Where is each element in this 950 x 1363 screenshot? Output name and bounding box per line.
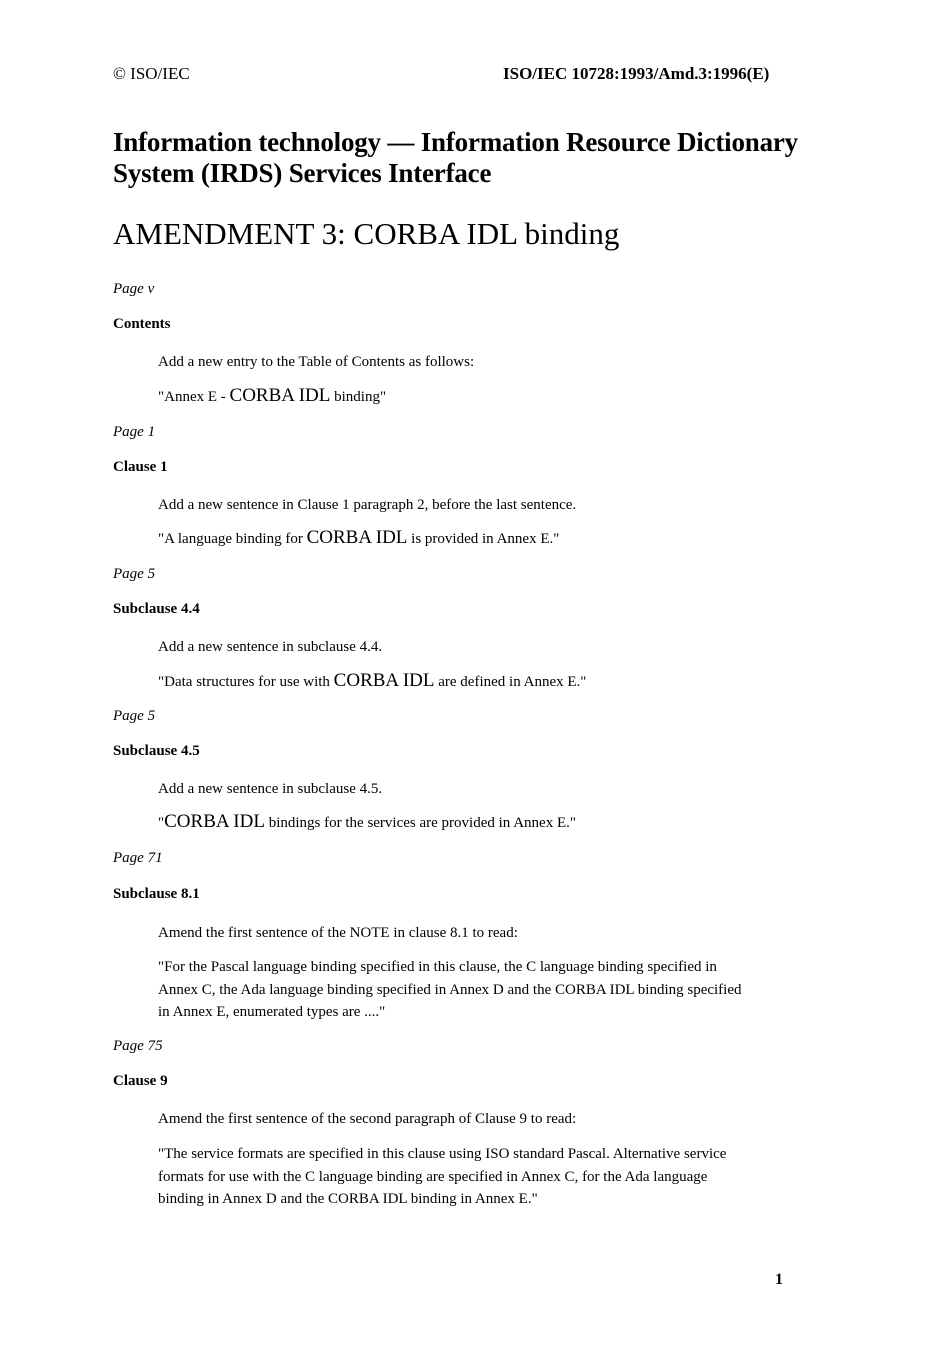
quote-emphasis: CORBA IDL (229, 385, 331, 406)
quote-line: "The service formats are specified in this clause using ISO standard Pascal. Alternative service (158, 1146, 727, 1162)
quoted-paragraph (158, 1143, 726, 1211)
amendment-title: AMENDMENT 3: CORBA IDL binding (113, 216, 620, 251)
document-title (113, 127, 833, 189)
section-heading: Subclause 4.5 (113, 743, 200, 759)
quote-part: " (158, 815, 165, 831)
quote-part: bindings for the services are provided in Annex E." (264, 815, 576, 831)
quote-line: in Annex E, enumerated types are ...." (158, 1004, 386, 1020)
page-reference: Page 71 (113, 850, 163, 866)
instruction-text: Add a new sentence in subclause 4.4. (158, 639, 383, 655)
quote-part: is provided in Annex E." (407, 531, 560, 547)
quote-line: formats for use with the C language binding are specified in Annex C, for the Ada language (158, 1168, 708, 1185)
page-reference: Page v (113, 281, 155, 297)
quote-emphasis: CORBA IDL (333, 670, 435, 691)
quote-emphasis: CORBA IDL (306, 527, 408, 548)
quote-emphasis: CORBA IDL (164, 811, 265, 832)
section-heading: Subclause 4.4 (113, 601, 200, 617)
instruction-text: Amend the first sentence of the NOTE in clause 8.1 to read: (158, 925, 518, 941)
quoted-text (158, 670, 586, 694)
section-heading: Clause 1 (113, 459, 168, 475)
quoted-text (158, 527, 559, 551)
quote-line: "For the Pascal language binding specified in this clause, the C language binding specified in (158, 959, 717, 975)
section-heading: Clause 9 (113, 1073, 168, 1089)
quoted-text (158, 811, 576, 835)
page-reference: Page 75 (113, 1038, 163, 1054)
quoted-paragraph (158, 956, 742, 1024)
header-copyright: © ISO/IEC (113, 64, 190, 83)
quote-part: binding" (330, 389, 387, 405)
quote-part: "Annex E - (158, 389, 230, 405)
quote-part: "Data structures for use with (158, 674, 334, 690)
section-heading: Subclause 8.1 (113, 886, 200, 902)
page-reference: Page 5 (113, 708, 156, 724)
document-title-line-2: System (IRDS) Services Interface (113, 158, 492, 188)
quote-part: are defined in Annex E." (434, 674, 587, 690)
section-heading: Contents (113, 316, 171, 332)
quote-line: binding in Annex D and the CORBA IDL binding in Annex E." (158, 1191, 538, 1207)
quoted-text (158, 385, 386, 409)
instruction-text: Amend the first sentence of the second paragraph of Clause 9 to read: (158, 1111, 577, 1127)
quote-line: Annex C, the Ada language binding specified in Annex D and the CORBA IDL binding specified (158, 981, 742, 998)
document-title-line-1: Information technology — Information Resource Dictionary (113, 127, 798, 157)
instruction-text: Add a new sentence in subclause 4.5. (158, 781, 383, 797)
page-number: 1 (775, 1271, 783, 1288)
page-reference: Page 1 (113, 424, 156, 440)
instruction-text: Add a new sentence in Clause 1 paragraph 2, before the last sentence. (158, 497, 577, 513)
instruction-text: Add a new entry to the Table of Contents as follows: (158, 354, 475, 370)
quote-part: "A language binding for (158, 531, 307, 547)
page-reference: Page 5 (113, 566, 156, 582)
header-document-id: ISO/IEC 10728:1993/Amd.3:1996(E) (503, 64, 770, 83)
